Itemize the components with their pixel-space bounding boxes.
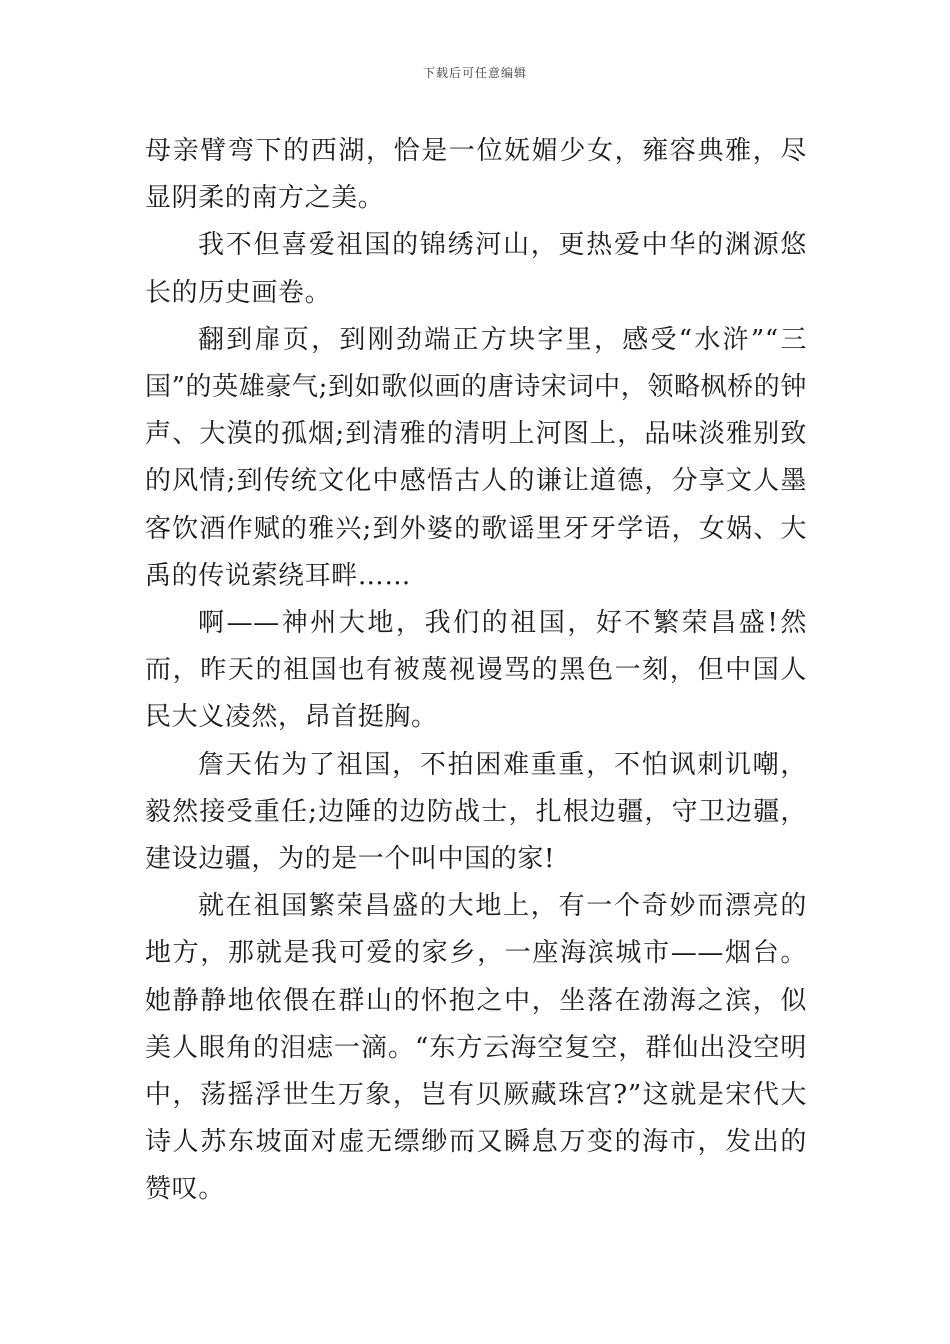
page-header: 下载后可任意编辑	[422, 66, 527, 80]
paragraph-5: 詹天佑为了祖国，不拍困难重重，不怕讽刺讥嘲，毅然接受重任;边陲的边防战士，扎根边疆，守卫边疆，建设边疆，为的是一个叫中国的家!	[145, 749, 807, 875]
paragraph-6: 就在祖国繁荣昌盛的大地上，有一个奇妙而漂亮的地方，那就是我可爱的家乡，一座海滨城市——烟台。她静静地依偎在群山的怀抱之中，坐落在渤海之滨，似美人眼角的泪痣一滴。“东方云海空复空，群仙出没空明中，荡摇浮世生万象，岂有贝厥藏珠宫?”这就是宋代大诗人苏东坡面对虚无缥缈而又瞬息万变的海市，发出的赞叹。	[145, 891, 807, 1205]
paragraph-1: 母亲臂弯下的西湖，恰是一位妩媚少女，雍容典雅，尽显阴柔的南方之美。	[145, 136, 807, 214]
paragraph-3: 翻到扉页，到刚劲端正方块字里，感受“水浒”“三国”的英雄豪气;到如歌似画的唐诗宋词中，领略枫桥的钟声、大漠的孤烟;到清雅的清明上河图上，品味淡雅别致的风情;到传统文化中感悟古人的谦让道德，分享文人墨客饮酒作赋的雅兴;到外婆的歌谣里牙牙学语，女娲、大禹的传说萦绕耳畔……	[145, 324, 807, 591]
document-body	[145, 128, 807, 1214]
paragraph-2: 我不但喜爱祖国的锦绣河山，更热爱中华的渊源悠长的历史画卷。	[145, 230, 807, 308]
paragraph-4: 啊——神州大地，我们的祖国，好不繁荣昌盛!然而，昨天的祖国也有被蔑视谩骂的黑色一刻，但中国人民大义凌然，昂首挺胸。	[145, 608, 807, 733]
